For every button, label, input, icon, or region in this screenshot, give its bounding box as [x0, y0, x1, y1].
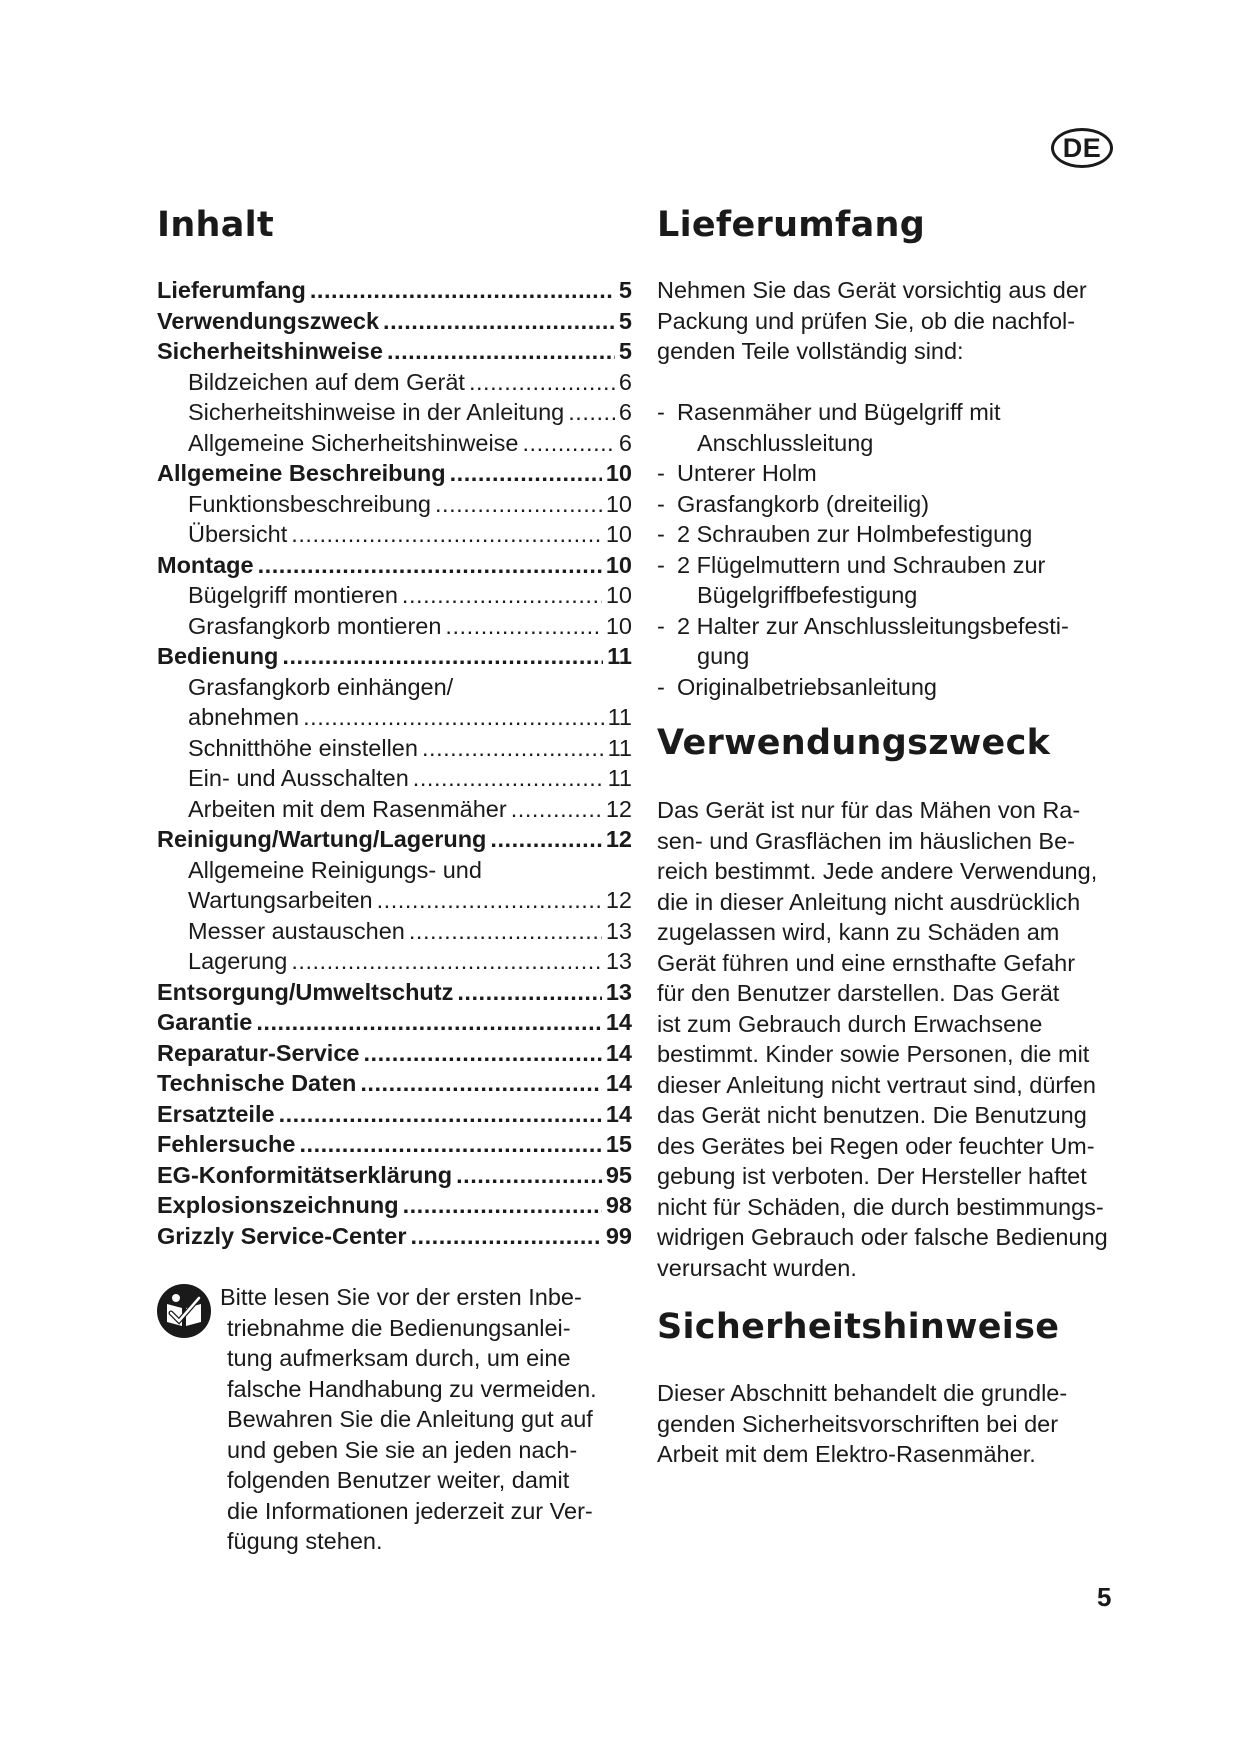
toc-leader-dots [422, 733, 604, 764]
toc-leader-dots [457, 977, 601, 1008]
toc-entry[interactable] [157, 916, 632, 947]
toc-entry-page: 14 [605, 1100, 632, 1127]
lieferumfang-list [657, 397, 1137, 702]
toc-entry-page: 5 [618, 277, 632, 303]
toc-entry-title: Ersatzteile [157, 1100, 275, 1127]
toc-entry[interactable] [157, 885, 632, 916]
toc-entry-page: 6 [618, 429, 632, 456]
paragraph-line: ist zum Gebrauch durch Erwachsene [657, 1010, 1043, 1037]
list-item [657, 458, 1137, 489]
paragraph-line: für den Benutzer darstellen. Das Gerät [657, 980, 1060, 1006]
note-text [220, 1282, 637, 1557]
toc-entry-page: 14 [605, 1009, 632, 1035]
paragraph-line: reich bestimmt. Jede andere Verwendung, [657, 858, 1098, 884]
note-line: falsche Handhabung zu vermeiden. [227, 1375, 597, 1402]
toc-leader-dots [303, 702, 604, 733]
toc-leader-dots [258, 550, 602, 581]
toc-entry[interactable] [157, 702, 632, 733]
toc-entry-title: Verwendungszweck [157, 307, 380, 334]
toc-leader-dots [363, 1038, 601, 1069]
toc-entry-page: 98 [605, 1192, 632, 1218]
toc-entry-title: Entsorgung/Umweltschutz [157, 978, 454, 1005]
toc-entry-title: Sicherheitshinweise [157, 338, 383, 364]
list-item-line: Anschlussleitung [697, 429, 874, 456]
toc-entry[interactable] [157, 977, 632, 1008]
toc-entry-page: 14 [605, 1070, 632, 1096]
toc-leader-dots [360, 1068, 601, 1099]
toc-entry[interactable] [157, 1038, 632, 1069]
paragraph-line: genden Sicherheitsvorschriften bei der [657, 1410, 1059, 1437]
toc-entry[interactable] [157, 611, 632, 642]
toc-entry-title: Allgemeine Sicherheitshinweise [188, 429, 519, 456]
paragraph-line: Dieser Abschnitt behandelt die grundle- [657, 1380, 1068, 1406]
toc-entry[interactable] [157, 763, 632, 794]
paragraph-line: des Gerätes bei Regen oder feuchter Um- [657, 1132, 1095, 1159]
toc-entry[interactable] [157, 1007, 632, 1038]
toc-entry-page: 95 [605, 1161, 632, 1188]
verwendungszweck-heading: Verwendungszweck [657, 723, 1051, 763]
toc-leader-dots [291, 946, 602, 977]
paragraph-line: die in dieser Anleitung nicht ausdrücklich [657, 888, 1081, 915]
paragraph-line: Das Gerät ist nur für das Mähen von Ra- [657, 797, 1081, 823]
toc-entry-page: 10 [605, 612, 632, 639]
list-item [657, 611, 1137, 672]
toc-leader-dots [445, 611, 601, 642]
toc-entry-title: Lieferumfang [157, 277, 306, 303]
toc-entry-page: 10 [605, 521, 632, 547]
note-line: fügung stehen. [227, 1528, 383, 1554]
paragraph-line: Packung und prüfen Sie, ob die nachfol- [657, 307, 1076, 334]
toc-entry[interactable] [157, 794, 632, 825]
toc-entry[interactable] [157, 306, 632, 337]
list-item-line: gung [697, 643, 750, 669]
toc-leader-dots [387, 336, 615, 367]
paragraph-line: widrigen Gebrauch oder falsche Bedienung [657, 1224, 1108, 1250]
note-line: Bewahren Sie die Anleitung gut auf [227, 1406, 593, 1432]
list-item-line: - 2 Schrauben zur Holmbefestigung [677, 521, 1033, 547]
list-item [657, 397, 1137, 458]
list-item-line: - Grasfangkorb (dreiteilig) [677, 490, 930, 517]
paragraph-line: dieser Anleitung nicht vertraut sind, dürfen [657, 1071, 1096, 1098]
toc-entry-page: 10 [605, 460, 632, 486]
toc-entry[interactable] [157, 1068, 632, 1099]
toc-entry-title: Grizzly Service-Center [157, 1222, 407, 1249]
table-of-contents [157, 275, 632, 1251]
toc-entry[interactable] [157, 641, 632, 672]
toc-entry[interactable] [157, 1221, 632, 1252]
toc-entry-page: 12 [605, 887, 632, 913]
toc-entry-page: 13 [605, 978, 632, 1005]
toc-leader-dots [310, 275, 615, 306]
list-item [657, 550, 1137, 611]
toc-entry-title: Bedienung [157, 643, 279, 669]
toc-entry-page: 10 [605, 490, 632, 517]
toc-entry[interactable] [157, 946, 632, 977]
list-item-line: - Unterer Holm [677, 460, 817, 486]
note-line: triebnahme die Bedienungsanlei- [227, 1314, 571, 1341]
toc-entry-title: Grasfangkorb montieren [188, 612, 442, 639]
toc-entry-page: 12 [605, 826, 632, 852]
toc-entry[interactable] [157, 458, 632, 489]
toc-entry-title: Garantie [157, 1009, 253, 1035]
toc-entry-title: Ein- und Ausschalten [188, 765, 409, 791]
toc-leader-dots [256, 1007, 602, 1038]
toc-entry-title: Explosionszeichnung [157, 1192, 399, 1218]
toc-entry-title: Übersicht [188, 521, 288, 547]
list-item [657, 672, 1137, 703]
toc-entry-title: Reinigung/Wartung/Lagerung [157, 826, 487, 852]
toc-entry-title: Lagerung [188, 948, 288, 974]
toc-entry[interactable] [157, 824, 632, 855]
toc-entry-title: Fehlersuche [157, 1131, 296, 1157]
toc-entry-page: 5 [618, 338, 632, 364]
list-item-line: - Rasenmäher und Bügelgriff mit [677, 399, 1001, 425]
toc-entry-page: 13 [605, 917, 632, 944]
toc-entry[interactable] [157, 1099, 632, 1130]
toc-entry-title: Allgemeine Beschreibung [157, 460, 446, 486]
toc-entry-title: Arbeiten mit dem Rasenmäher [188, 795, 507, 822]
note-line: und geben Sie sie an jeden nach- [227, 1436, 578, 1463]
toc-entry-title: Technische Daten [157, 1070, 357, 1096]
paragraph-line: genden Teile vollständig sind: [657, 338, 964, 364]
toc-entry-page: 11 [607, 704, 632, 730]
toc-entry-title: Bildzeichen auf dem Gerät [188, 368, 465, 395]
lieferumfang-intro [657, 275, 1137, 367]
language-badge: DE [1051, 128, 1113, 168]
toc-leader-dots [435, 489, 602, 520]
toc-entry[interactable] [157, 672, 632, 703]
toc-entry-title: Funktionsbeschreibung [188, 490, 431, 517]
toc-entry[interactable] [157, 367, 632, 398]
toc-entry-title: Allgemeine Reinigungs- und [188, 856, 482, 883]
verwendungszweck-text [657, 795, 1137, 1283]
list-item-line: - 2 Flügelmuttern und Schrauben zur [677, 551, 1046, 578]
toc-entry[interactable] [157, 1160, 632, 1191]
paragraph-line: zugelassen wird, kann zu Schäden am [657, 919, 1060, 945]
toc-leader-dots [282, 641, 603, 672]
toc-entry[interactable] [157, 336, 632, 367]
toc-entry-title: Montage [157, 551, 254, 578]
toc-leader-dots [450, 458, 602, 489]
toc-leader-dots [413, 763, 604, 794]
toc-entry-page: 13 [605, 948, 632, 974]
read-manual-icon [155, 1282, 213, 1340]
toc-entry[interactable] [157, 275, 632, 306]
toc-leader-dots [402, 580, 602, 611]
page-number: 5 [1097, 1582, 1112, 1612]
lieferumfang-heading: Lieferumfang [657, 205, 926, 245]
paragraph-line: Arbeit mit dem Elektro-Rasenmäher. [657, 1441, 1036, 1467]
toc-leader-dots [522, 428, 614, 459]
toc-leader-dots [383, 306, 615, 337]
list-item-line: - 2 Halter zur Anschlussleitungsbefesti- [677, 612, 1069, 639]
toc-entry-page: 15 [605, 1131, 632, 1157]
sicherheitshinweise-text [657, 1378, 1137, 1470]
toc-entry-page: 10 [605, 551, 632, 578]
toc-entry-title: Reparatur-Service [157, 1039, 360, 1066]
toc-leader-dots [456, 1160, 602, 1191]
paragraph-line: nicht für Schäden, die durch bestimmungs- [657, 1193, 1104, 1220]
toc-leader-dots [511, 794, 602, 825]
toc-entry-title: abnehmen [188, 704, 300, 730]
toc-entry-title: Wartungsarbeiten [188, 887, 373, 913]
toc-entry-title: Messer austauschen [188, 917, 405, 944]
list-item [657, 489, 1137, 520]
toc-entry-page: 11 [607, 643, 632, 669]
paragraph-line: das Gerät nicht benutzen. Die Benutzung [657, 1102, 1087, 1128]
toc-leader-dots [299, 1129, 601, 1160]
paragraph-line: Gerät führen und eine ernsthafte Gefahr [657, 949, 1076, 976]
toc-entry-title: Schnitthöhe einstellen [188, 734, 418, 761]
toc-entry[interactable] [157, 1129, 632, 1160]
toc-entry[interactable] [157, 397, 632, 428]
note-line: tung aufmerksam durch, um eine [227, 1345, 571, 1371]
paragraph-line: verursacht wurden. [657, 1254, 857, 1281]
toc-leader-dots [469, 367, 615, 398]
paragraph-line: gebung ist verboten. Der Hersteller haftet [657, 1163, 1087, 1189]
toc-entry[interactable] [157, 428, 632, 459]
toc-entry-page: 10 [605, 582, 632, 608]
toc-entry[interactable] [157, 550, 632, 581]
sicherheitshinweise-heading: Sicherheitshinweise [657, 1307, 1060, 1347]
toc-entry-title: Grasfangkorb einhängen/ [188, 673, 454, 700]
toc-leader-dots [490, 824, 601, 855]
toc-entry[interactable] [157, 519, 632, 550]
paragraph-line: bestimmt. Kinder sowie Personen, die mit [657, 1041, 1090, 1067]
toc-entry-page: 6 [618, 399, 632, 425]
toc-leader-dots [279, 1099, 602, 1130]
toc-entry-title: Sicherheitshinweise in der Anleitung [188, 399, 565, 425]
toc-leader-dots [377, 885, 602, 916]
list-item-line: - Originalbetriebsanleitung [677, 673, 937, 700]
toc-entry-page: 12 [605, 795, 632, 822]
toc-leader-dots [409, 916, 602, 947]
toc-leader-dots [403, 1190, 602, 1221]
toc-entry-page: 6 [618, 368, 632, 395]
toc-entry[interactable] [157, 580, 632, 611]
note-line: die Informationen jederzeit zur Ver- [227, 1497, 593, 1524]
note-line: folgenden Benutzer weiter, damit [227, 1467, 570, 1493]
toc-entry-page: 5 [618, 307, 632, 334]
toc-entry-page: 99 [605, 1222, 632, 1249]
note-line: Bitte lesen Sie vor der ersten Inbe- [220, 1284, 582, 1310]
toc-entry[interactable] [157, 733, 632, 764]
toc-entry[interactable] [157, 855, 632, 886]
toc-entry-page: 11 [607, 765, 632, 791]
toc-entry[interactable] [157, 1190, 632, 1221]
toc-leader-dots [410, 1221, 601, 1252]
toc-entry[interactable] [157, 489, 632, 520]
list-item-line: Bügelgriffbefestigung [697, 582, 918, 608]
toc-entry-title: Bügelgriff montieren [188, 582, 398, 608]
toc-entry-page: 11 [607, 734, 632, 761]
toc-leader-dots [291, 519, 602, 550]
toc-entry-title: EG-Konformitätserklärung [157, 1161, 453, 1188]
toc-entry-page: 14 [605, 1039, 632, 1066]
paragraph-line: Nehmen Sie das Gerät vorsichtig aus der [657, 277, 1087, 303]
paragraph-line: sen- und Grasflächen im häuslichen Be- [657, 827, 1075, 854]
toc-title: Inhalt [157, 205, 275, 245]
list-item [657, 519, 1137, 550]
toc-leader-dots [568, 397, 615, 428]
